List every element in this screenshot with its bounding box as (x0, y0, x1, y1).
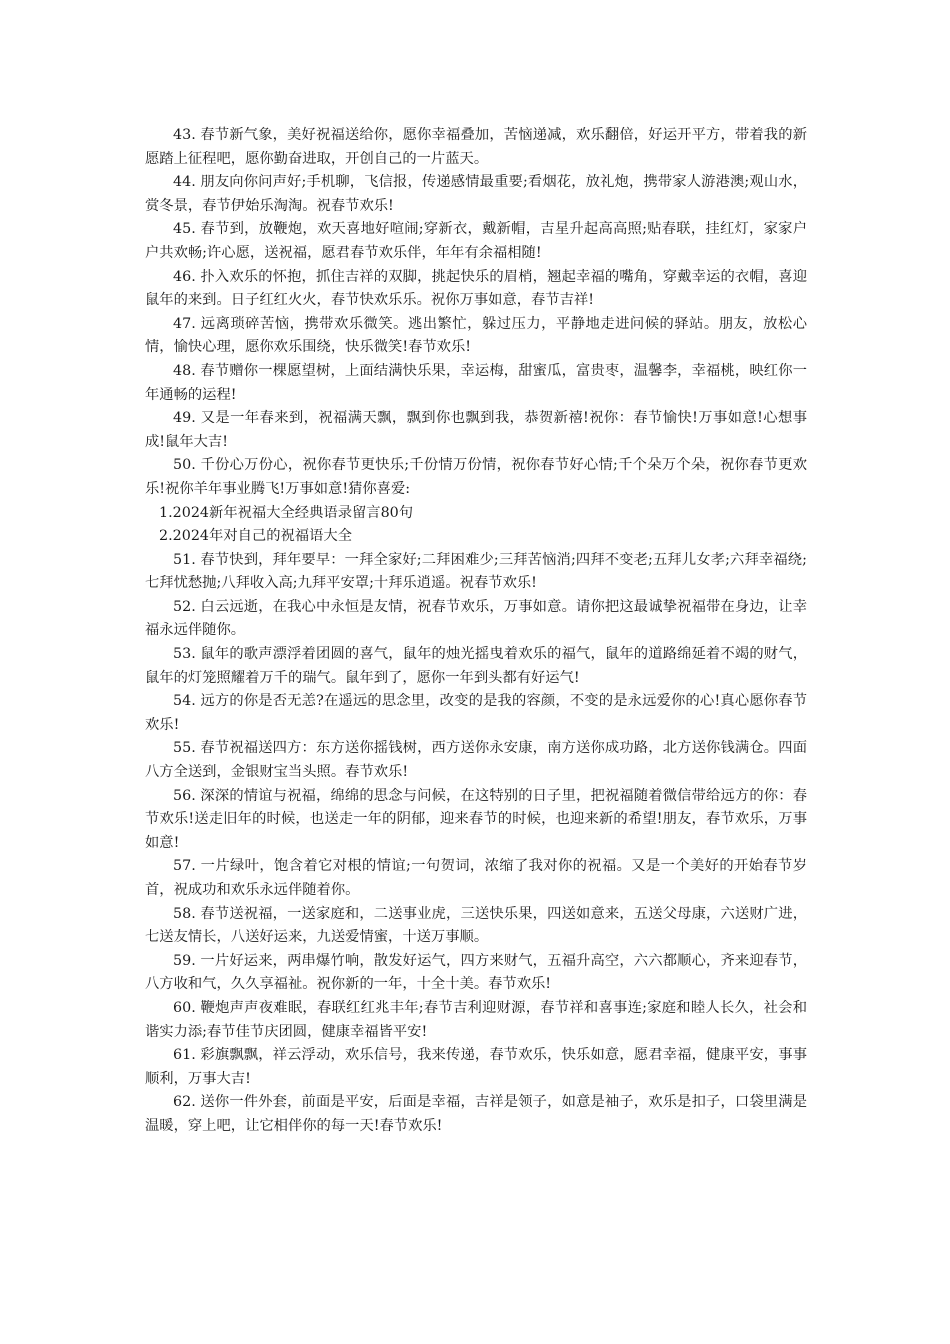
paragraph-57: 57. 一片绿叶，饱含着它对根的情谊;一句贺词，浓缩了我对你的祝福。又是一个美好的开始春节岁首，祝成功和欢乐永远伴随着你。 (145, 858, 807, 898)
paragraph-46: 46. 扑入欢乐的怀抱，抓住吉祥的双脚，挑起快乐的眉梢，翘起幸福的嘴角，穿戴幸运的衣帽，喜迎鼠年的来到。日子红红火火，春节快欢乐乐。祝你万事如意，春节吉祥! (145, 268, 807, 309)
paragraph-48: 48. 春节赠你一棵愿望树，上面结满快乐果，幸运梅，甜蜜瓜，富贵枣，温馨李，幸福桃，映红你一年通畅的运程! (145, 362, 807, 403)
paragraph-60: 60. 鞭炮声声夜难眠，春联红红兆丰年;春节吉利迎财源，春节祥和喜事连;家庭和睦人长久，社会和谐实力添;春节佳节庆团圆，健康幸福皆平安! (145, 999, 807, 1040)
paragraph-47: 47. 远离琐碎苦恼，携带欢乐微笑。逃出繁忙，躲过压力，平静地走进问候的驿站。朋友，放松心情，愉快心理，愿你欢乐围绕，快乐微笑!春节欢乐! (145, 315, 807, 356)
paragraph-50: 50. 千份心万份心，祝你春节更快乐;千份情万份情，祝你春节好心情;千个朵万个朵，祝你春节更欢乐!祝你羊年事业腾飞!万事如意!猜你喜爱: (145, 457, 807, 497)
paragraph-61: 61. 彩旗飘飘，祥云浮动，欢乐信号，我来传递，春节欢乐，快乐如意，愿君幸福，健康平安，事事顺利，万事大吉! (145, 1047, 807, 1087)
paragraph-45: 45. 春节到，放鞭炮，欢天喜地好喧闹;穿新衣，戴新帽，吉星升起高高照;贴春联，挂红灯，家家户户共欢畅;许心愿，送祝福，愿君春节欢乐伴，年年有余福相随! (145, 221, 807, 261)
paragraph-58: 58. 春节送祝福，一送家庭和，二送事业虎，三送快乐果，四送如意来，五送父母康，六送财广进，七送友情长，八送好运来，九送爱情蜜，十送万事顺。 (145, 905, 807, 946)
paragraph-55: 55. 春节祝福送四方：东方送你摇钱树，西方送你永安康，南方送你成功路，北方送你钱满仓。四面八方全送到，金银财宝当头照。春节欢乐! (145, 740, 807, 781)
paragraph-51: 51. 春节快到，拜年要早：一拜全家好;二拜困难少;三拜苦恼消;四拜不变老;五拜儿女孝;六拜幸福绕;七拜忧愁抛;八拜收入高;九拜平安罩;十拜乐逍遥。祝春节欢乐! (145, 551, 807, 592)
paragraph-59: 59. 一片好运来，两串爆竹响，散发好运气，四方来财气，五福升高空，六六都顺心，齐来迎春节，八方收和气，久久享福祉。祝你新的一年，十全十美。春节欢乐! (145, 952, 807, 993)
paragraph-43: 43. 春节新气象，美好祝福送给你，愿你幸福叠加，苦恼递减，欢乐翻倍，好运开平方，带着我的新愿踏上征程吧，愿你勤奋进取，开创自己的一片蓝天。 (145, 127, 807, 167)
paragraph-54: 54. 远方的你是否无恙?在遥远的思念里，改变的是我的容颜，不变的是永远爱你的心!真心愿你春节欢乐! (145, 693, 807, 733)
paragraph-56: 56. 深深的情谊与祝福，绵绵的思念与问候，在这特别的日子里，把祝福随着微信带给远方的你：春节欢乐!送走旧年的时候，也送走一年的阴郁，迎来春节的时候，也迎来新的希望!朋友，春节欢乐，万事如意! (145, 787, 807, 851)
paragraph-44: 44. 朋友向你问声好;手机聊，飞信报，传递感情最重要;看烟花，放礼炮，携带家人游港澳;观山水，赏冬景，春节伊始乐淘淘。祝春节欢乐! (145, 174, 807, 214)
related-link-2[interactable]: 2.2024年对自己的祝福语大全 (159, 528, 352, 545)
document-page (145, 124, 807, 1139)
paragraph-52: 52. 白云远逝，在我心中永恒是友情，祝春节欢乐，万事如意。请你把这最诚挚祝福带在身边，让幸福永远伴随你。 (145, 598, 807, 639)
paragraph-53: 53. 鼠年的歌声漂浮着团圆的喜气，鼠年的烛光摇曳着欢乐的福气，鼠年的道路绵延着不竭的财气，鼠年的灯笼照耀着万千的瑞气。鼠年到了，愿你一年到头都有好运气! (145, 646, 807, 686)
paragraph-49: 49. 又是一年春来到，祝福满天飘，飘到你也飘到我，恭贺新禧!祝你：春节愉快!万事如意!心想事成!鼠年大吉! (145, 410, 807, 450)
related-link-1[interactable]: 1.2024新年祝福大全经典语录留言80句 (159, 504, 414, 521)
paragraph-62: 62. 送你一件外套，前面是平安，后面是幸福，吉祥是领子，如意是袖子，欢乐是扣子，口袋里满是温暖，穿上吧，让它相伴你的每一天!春节欢乐! (145, 1094, 807, 1134)
